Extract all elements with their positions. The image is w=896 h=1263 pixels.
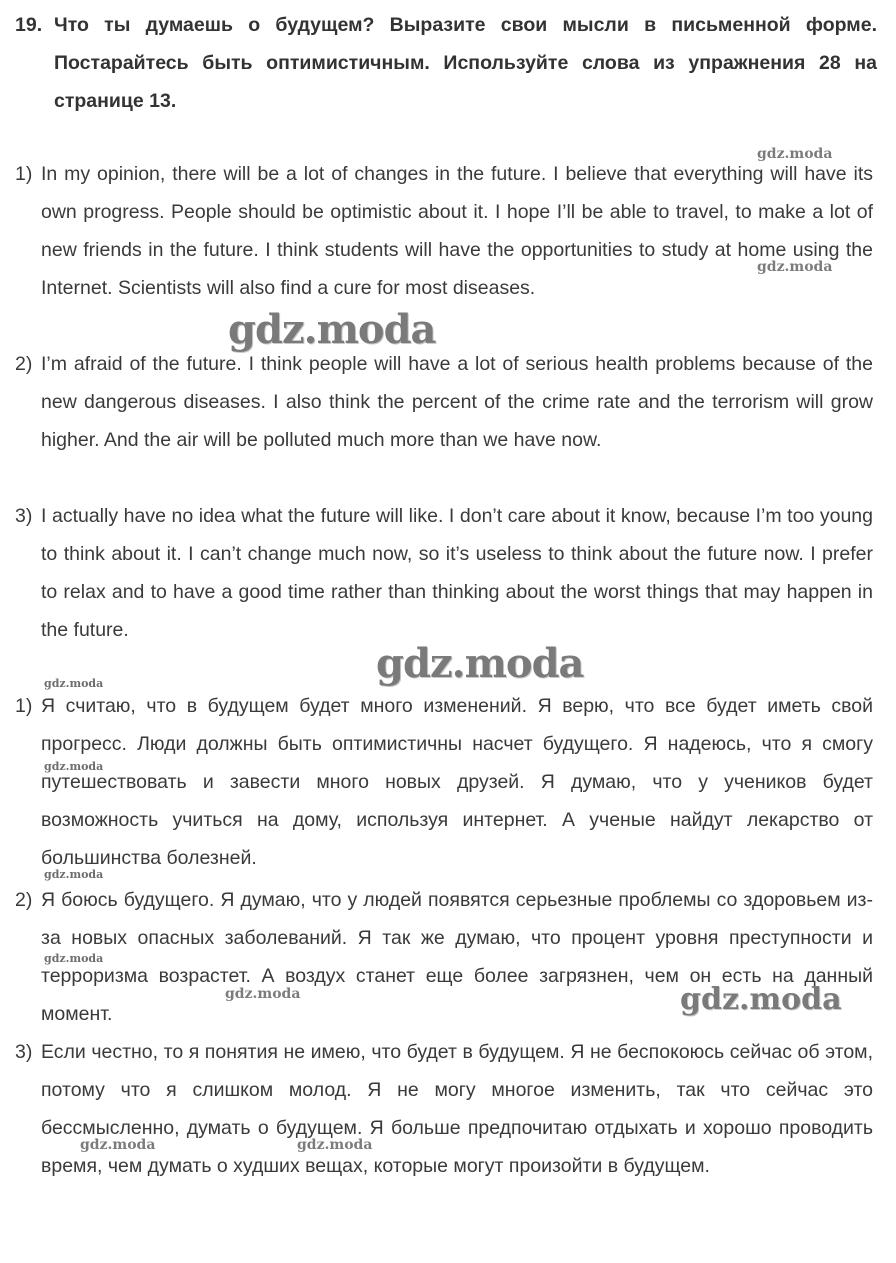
answer-number: 3): [15, 1041, 33, 1063]
answer-text: I’m afraid of the future. I think people will have a lot of serious health problems because of the new dangerous diseases. I also think the percent of the crime rate and the terrorism will grow higher. And the air will be polluted much more than we have now.: [41, 353, 873, 451]
english-answer-2: [15, 345, 873, 459]
english-answer-3: [15, 497, 873, 649]
answer-text: Если честно, то я понятия не имею, что будет в будущем. Я не беспокоюсь сейчас об этом, потому что я слишком молод. Я не могу многое изменить, так что сейчас это бессмысленно, думать о будущем. Я больше предпочитаю отдыхать и хорошо проводить время, чем думать о худших вещах, которые могут произойти в будущем.: [41, 1041, 873, 1177]
watermark: gdz.moda: [44, 952, 104, 965]
task-heading: [15, 6, 877, 120]
watermark: gdz.moda: [680, 982, 842, 1017]
watermark: gdz.moda: [80, 1137, 156, 1153]
answer-text: Я боюсь будущего. Я думаю, что у людей появятся серьезные проблемы со здоровьем из-за новых опасных заболеваний. Я так же думаю, что процент уровня преступности и терроризма возрастет. А воздух станет еще более загрязнен, чем он есть на данный момент.: [41, 889, 873, 1025]
answer-number: 2): [15, 353, 33, 375]
watermark: gdz.moda: [757, 259, 833, 275]
watermark: gdz.moda: [376, 640, 584, 687]
watermark: gdz.moda: [44, 760, 104, 773]
answer-text: Я считаю, что в будущем будет много изменений. Я верю, что все будет иметь свой прогресс. Люди должны быть оптимистичны насчет будущего. Я надеюсь, что я смогу путешествовать и завести много новых друзей. Я думаю, что у учеников будет возможность учиться на дому, используя интернет. А ученые найдут лекарство от большинства болезней.: [41, 695, 873, 869]
answer-text: In my opinion, there will be a lot of changes in the future. I believe that everything will have its own progress. People should be optimistic about it. I hope I’ll be able to travel, to make a lot of new friends in the future. I think students will have the opportunities to study at home using the Internet. Scientists will also find a cure for most diseases.: [41, 163, 873, 299]
russian-answer-3: [15, 1033, 873, 1185]
watermark: gdz.moda: [228, 306, 436, 353]
watermark: gdz.moda: [225, 986, 301, 1002]
watermark: gdz.moda: [44, 868, 104, 881]
watermark: gdz.moda: [297, 1137, 373, 1153]
task-text: Что ты думаешь о будущем? Выразите свои мысли в письменной форме. Постарайтесь быть оптимистичным. Используйте слова из упражнения 28 на странице 13.: [54, 14, 877, 112]
english-answer-1: [15, 155, 873, 307]
watermark: gdz.moda: [757, 146, 833, 162]
russian-answer-1: [15, 687, 873, 877]
answer-text: I actually have no idea what the future will like. I don’t care about it know, because I’m too young to think about it. I can’t change much now, so it’s useless to think about the future now. I prefer to relax and to have a good time rather than thinking about the worst things that may happen in the future.: [41, 505, 873, 641]
answer-number: 1): [15, 695, 33, 717]
answer-number: 1): [15, 163, 33, 185]
answer-number: 2): [15, 889, 33, 911]
task-number: 19.: [15, 14, 43, 36]
russian-answer-2: [15, 881, 873, 1033]
answer-number: 3): [15, 505, 33, 527]
watermark: gdz.moda: [44, 677, 104, 690]
